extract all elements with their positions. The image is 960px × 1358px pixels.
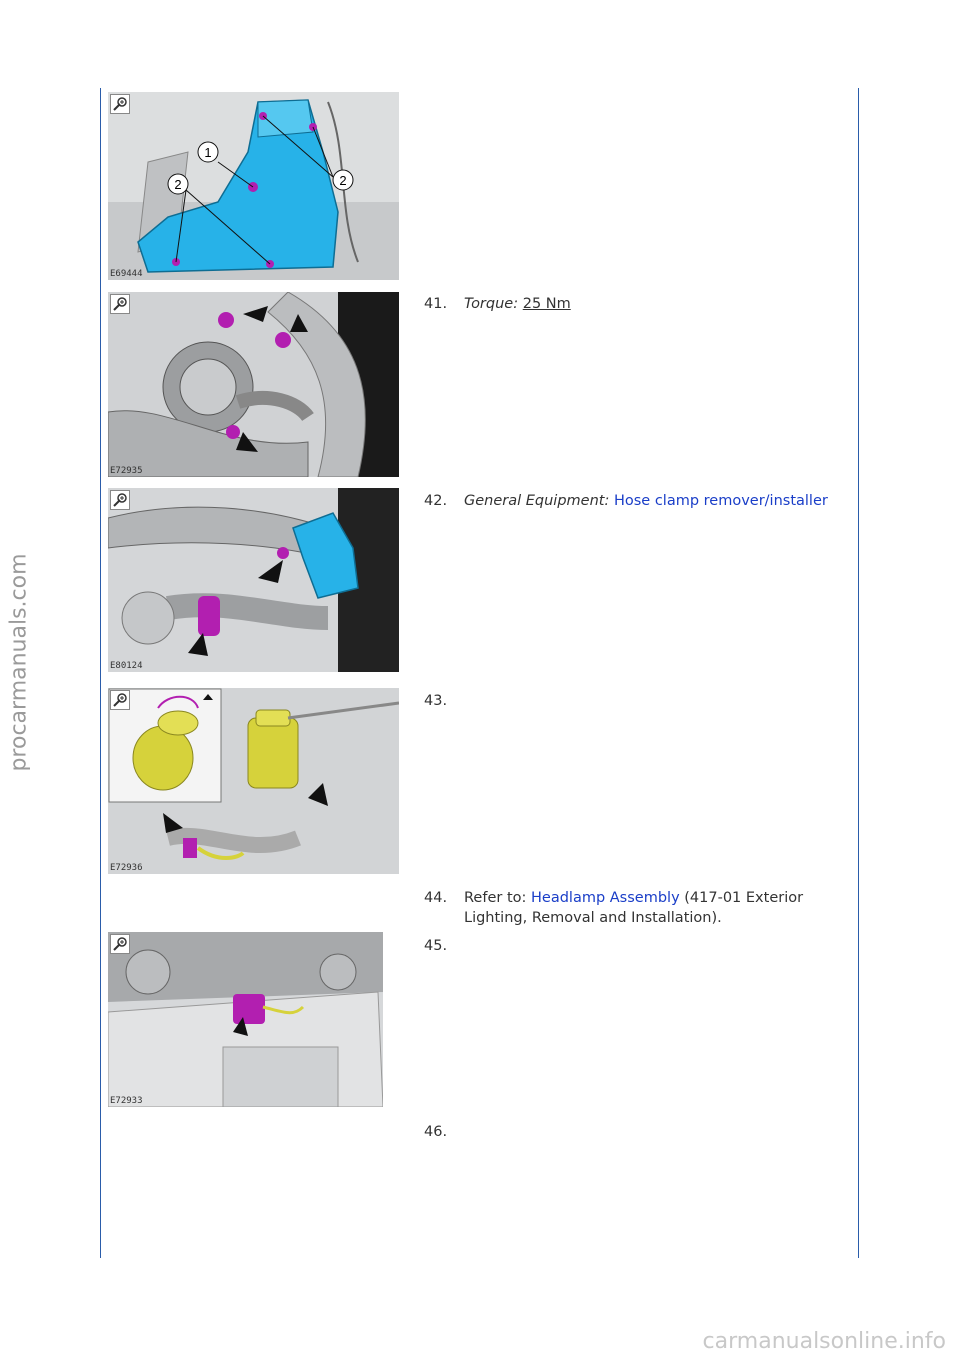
torque-label: Torque: <box>464 296 519 312</box>
zoom-icon[interactable] <box>110 294 130 314</box>
figure-4[interactable] <box>108 688 399 874</box>
refer-prefix: Refer to: <box>464 890 527 906</box>
figure-code: E72935 <box>110 466 143 476</box>
figure-3-drawing <box>108 488 399 672</box>
figure-code: E69444 <box>110 269 143 279</box>
refer-suffix: (417-01 Exterior Lighting, Removal and Installation). <box>464 890 804 926</box>
callout-2a: 2 <box>174 177 182 192</box>
step-number: 45. <box>424 938 448 954</box>
figure-code: E72933 <box>110 1096 143 1106</box>
callout-2b: 2 <box>339 173 347 188</box>
watermark-left: procarmanuals.com <box>6 553 32 772</box>
callout-1: 1 <box>204 145 212 160</box>
headlamp-assembly-link[interactable]: Headlamp Assembly <box>531 890 680 906</box>
figure-2-drawing <box>108 292 399 477</box>
figure-5-drawing <box>108 932 383 1107</box>
watermark-bottom: carmanualsonline.info <box>702 1329 946 1354</box>
zoom-icon[interactable] <box>110 94 130 114</box>
figure-2[interactable] <box>108 292 399 477</box>
figure-code: E72936 <box>110 863 143 873</box>
figure-1-drawing <box>108 92 399 280</box>
figure-3[interactable] <box>108 488 399 672</box>
step-number: 42. <box>424 493 448 509</box>
figure-5[interactable] <box>108 932 383 1107</box>
step-number: 44. <box>424 890 448 906</box>
figure-4-drawing <box>108 688 399 874</box>
hose-clamp-link[interactable]: Hose clamp remover/installer <box>613 493 828 509</box>
torque-value[interactable]: 25 Nm <box>522 296 571 312</box>
step-number: 46. <box>424 1124 448 1140</box>
figure-code: E80124 <box>110 661 143 671</box>
figure-1[interactable] <box>108 92 399 280</box>
zoom-icon[interactable] <box>110 690 130 710</box>
step-number: 41. <box>424 296 448 312</box>
right-margin-rule <box>858 88 859 1258</box>
zoom-icon[interactable] <box>110 490 130 510</box>
zoom-icon[interactable] <box>110 934 130 954</box>
step-number: 43. <box>424 693 448 709</box>
left-margin-rule <box>100 88 101 1258</box>
equipment-label: General Equipment: <box>464 493 610 509</box>
